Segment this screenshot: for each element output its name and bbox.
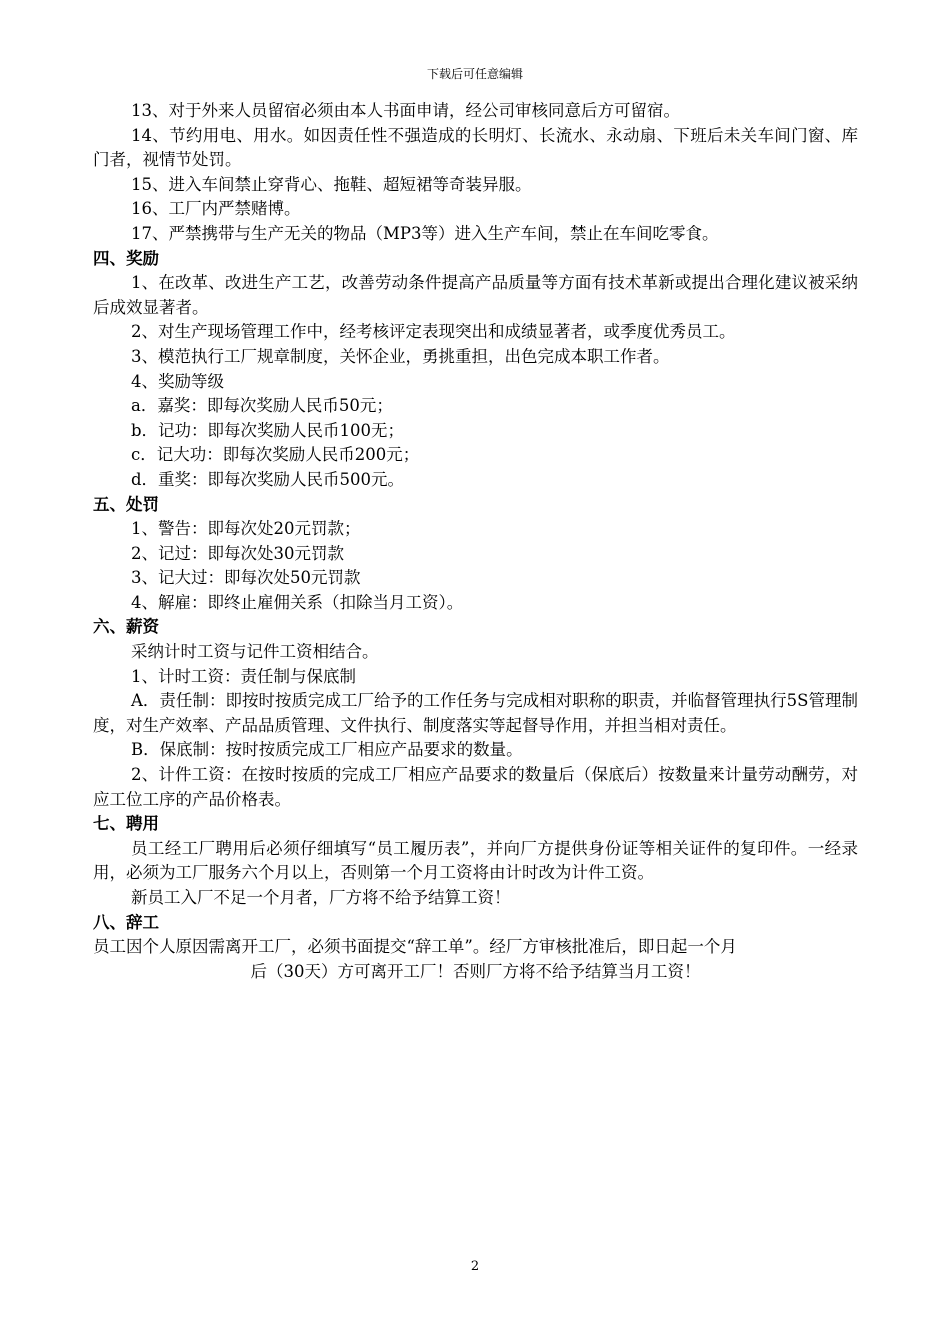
list-item: 4、解雇：即终止雇佣关系（扣除当月工资）。 — [131, 592, 464, 612]
paragraph: 后（30天）方可离开工厂！否则厂方将不给予结算当月工资！ — [250, 961, 701, 981]
paragraph: 1、在改革、改进生产工艺，改善劳动条件提高产品质量等方面有技术革新或提出合理化建议被采纳后成效显著者。 — [93, 273, 858, 317]
paragraph: 2、对生产现场管理工作中，经考核评定表现突出和成绩显著者，或季度优秀员工。 — [131, 322, 736, 342]
list-item: b．记功：即每次奖励人民币100无； — [131, 420, 405, 440]
list-item: 2、记过：即每次处30元罚款 — [131, 543, 344, 563]
paragraph: B．保底制：按时按质完成工厂相应产品要求的数量。 — [131, 740, 523, 760]
page-header: 下载后可任意编辑 — [426, 67, 523, 81]
paragraph: A．责任制：即按时按质完成工厂给予的工作任务与完成相对职称的职责，并临督管理执行5S管理制度，对生产效率、产品品质管理、文件执行、制度落实等起督导作用，并担当相对责任。 — [93, 691, 858, 735]
paragraph: 1、计时工资：责任制与保底制 — [131, 666, 356, 686]
page-number: 2 — [470, 1259, 480, 1274]
list-item: 3、记大过：即每次处50元罚款 — [131, 568, 361, 588]
paragraph: 员工经工厂聘用后必须仔细填写“员工履历表”，并向厂方提供身份证等相关证件的复印件。一经录用，必须为工厂服务六个月以上，否则第一个月工资将由计时改为计件工资。 — [93, 838, 858, 883]
paragraph: 采纳计时工资与记件工资相结合。 — [131, 642, 379, 662]
list-item: a．嘉奖：即每次奖励人民币50元； — [131, 396, 393, 416]
paragraph: 员工因个人原因需离开工厂，必须书面提交“辞工单”。经厂方审核批准后，即日起一个月 — [93, 937, 737, 957]
section-heading: 六、薪资 — [93, 617, 159, 637]
list-item: d．重奖：即每次奖励人民币500元。 — [131, 469, 405, 489]
paragraph: 13、对于外来人员留宿必须由本人书面申请，经公司审核同意后方可留宿。 — [131, 101, 680, 120]
paragraph: 2、计件工资：在按时按质的完成工厂相应产品要求的数量后（保底后）按数量来计量劳动酬劳，对应工位工序的产品价格表。 — [93, 765, 858, 809]
paragraph: 4、奖励等级 — [131, 371, 224, 391]
paragraph: 14、节约用电、用水。如因责任性不强造成的长明灯、长流水、永动扇、下班后未关车间门窗、库门者，视情节处罚。 — [93, 125, 858, 170]
paragraph: 16、工厂内严禁赌博。 — [131, 199, 301, 219]
paragraph: 17、严禁携带与生产无关的物品（MP3等）进入生产车间，禁止在车间吃零食。 — [131, 223, 719, 243]
list-item: 1、警告：即每次处20元罚款； — [131, 519, 361, 539]
paragraph: 新员工入厂不足一个月者，厂方将不给予结算工资！ — [131, 888, 511, 907]
section-heading: 七、聘用 — [93, 814, 159, 834]
section-heading: 八、辞工 — [93, 912, 159, 932]
section-heading: 四、奖励 — [93, 248, 159, 268]
section-heading: 五、处罚 — [93, 494, 159, 514]
list-item: c．记大功：即每次奖励人民币200元； — [131, 445, 420, 465]
document-body — [93, 99, 858, 984]
paragraph: 3、模范执行工厂规章制度，关怀企业，勇挑重担，出色完成本职工作者。 — [131, 346, 670, 366]
paragraph: 15、进入车间禁止穿背心、拖鞋、超短裙等奇装异服。 — [131, 174, 532, 194]
